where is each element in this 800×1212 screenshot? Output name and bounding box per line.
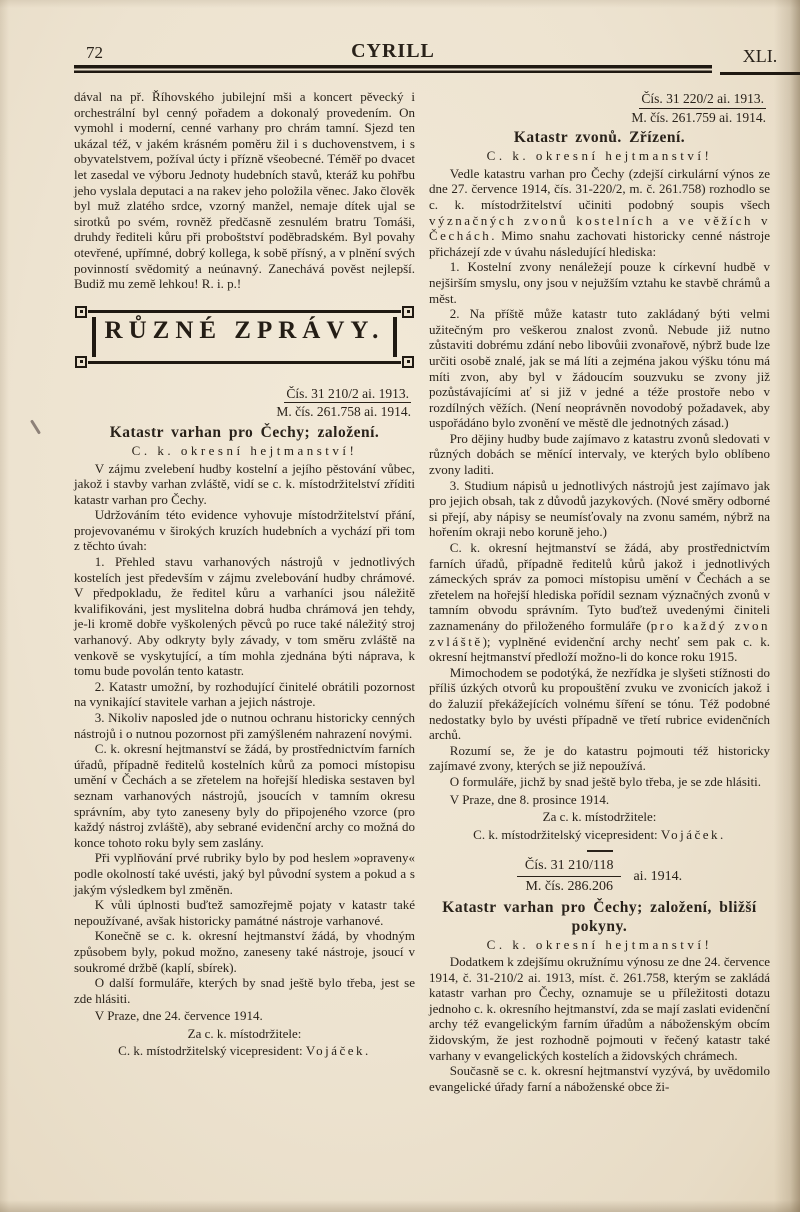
paragraph: Mimochodem se podotýká, že nezřídka je slyšeti stížnosti do příliš úzkých otvorů ku propouštění zvuku ve zvonicích jakož i do žaluzií překážejících volnému šíření se tónu. Též podobné nedostatky bylo by uvésti případně ve třetí rubrice evidenčních archů. [429, 664, 770, 743]
article-title: Katastr varhan pro Čechy; založení, bližší pokyny. [442, 898, 757, 935]
text-run: ); vyplněné evidenční archy nechť sem pak c. k. okresní hejtmanství předloží možno-li do konce roku 1915. [429, 633, 770, 665]
signature-line [429, 827, 770, 843]
signature-intro: Za c. k. místodržitele: [187, 1025, 302, 1041]
page-header [74, 40, 778, 76]
box-rule-bottom [88, 361, 401, 364]
reference-stack [517, 858, 622, 894]
signature-line [74, 1043, 415, 1059]
box-corner-ornament [75, 306, 87, 318]
reference-suffix: ai. 1914. [633, 868, 683, 884]
paragraph: C. k. okresní hejtmanství se žádá, by prostřednictvím farních úřadů, případně ředitelů kostelních kůrů za pomoci místopisu umění v Čechách a se zřetelem na hořejší hlediska sestaven byl seznam varhanových nástrojů, jsoucích v tamním okresu správním, aby tyto zaneseny byly do připojeného vzorce (pro každý nástroj zvláště), aby sebrané evidenční archy co možná do konce tohoto roku byly sem zaslány. [74, 741, 415, 850]
reference-numbers [429, 91, 770, 125]
article-body [429, 954, 770, 1094]
emphasized-text: Vojáček. [660, 826, 726, 842]
reference-fraction [429, 858, 770, 894]
paragraph: Pro dějiny hudby bude zajímavo z katastru zvonů sledovati v různých dobách se měnící intervaly, ve kterých bylo oblíbeno zvony laditi. [429, 430, 770, 478]
paragraph: 3. Nikoliv naposled jde o nutnou ochranu historicky cenných nástrojů i o nutnou pozornost při zamýšleném nahrazení novými. [74, 710, 415, 741]
text-run: . Mimo snahu zachovati historicky cenné nástroje přicházejí zde v úvahu následující hlediska: [429, 228, 770, 259]
text-run: Vedle katastru varhan pro Čechy (zdejší cirkulární výnos ze dne 27. července 1914, čís. 31-220/2, m. č. 261.758) rozhodlo se c. k. místodržitelství učiniti podobný soupis všech [429, 165, 770, 212]
reference-line-2: M. čís. 261.758 ai. 1914. [276, 404, 411, 420]
paragraph: O další formuláře, kterých by snad ještě bylo třeba, jest se zde hlásiti. [74, 975, 415, 1006]
journal-title: CYRILL [351, 40, 435, 62]
paragraph: Současně se c. k. okresní hejtmanství vyzývá, by uvědomilo evangelické úřady farní a náboženské obce ži- [429, 1063, 770, 1094]
separator-dash [587, 850, 613, 852]
page-number: 72 [86, 43, 103, 62]
signature-intro: Za c. k. místodržitele: [542, 809, 657, 825]
paragraph: 2. Na příště může katastr tuto zakládaný býti velmi užitečným pro veškerou znalost zvonů. Nebude již nutno zůstaviti dobrému zdání nebo libovůii zvonařově, nýbrž bude lze určiti osobě znalé, jak se má líti a zejména jakou výšku tónu má míti zvon, aby byl v žádoucím souzvuku se zvony již pozůstávajícími ať si již v jedné a téže prostoře nebo v rozdílných věžích. (Není neoprávněn novodobý požadavek, aby uspořádáno bylo zvonění ve městě dle jednotných zásad.) [429, 306, 770, 431]
article-body [74, 461, 415, 1007]
reference-line-1: Čís. 31 220/2 ai. 1913. [639, 91, 766, 109]
section-title: RŮZNÉ ZPRÁVY. [104, 316, 385, 344]
pencil-mark [30, 419, 41, 434]
box-corner-ornament [75, 356, 87, 368]
article-body [429, 166, 770, 790]
paragraph: Konečně se c. k. okresní hejtmanství žádá, by vhodným způsobem byly, pokud možno, zaneseny také nástroje, jsoucí v soukromé držbě (kaplí, sbírek). [74, 928, 415, 975]
paragraph: 1. Kostelní zvony nenáležejí pouze k církevní hudbě v nejširším smyslu, ony jsou v nejužším vztahu ke stavbě chrámů a měst. [429, 259, 770, 306]
paragraph: O formuláře, jichž by snad ještě bylo třeba, je se zde hlásiti. [449, 773, 761, 789]
paragraph: Dodatkem k zdejšímu okružnímu výnosu ze dne 24. července 1914, č. 31-210/2 ai. 1913, míst. č. 261.758, kterým se zakládá katastr varhan pro Čechy, oznamuje se u příležitosti dotazu jednoho c. k. okresního hejtmanství, zda se mají zaslati evidenční archy též evangelickým farním úřadům a náboženským obcím židovským, že jest rozhodně pojmouti v řečený katastr také varhany v evangelických kostelích a židovských chrámech. [429, 954, 771, 1063]
text-run: C. k. místodržitelský vicepresident: [118, 1043, 306, 1059]
emphasized-text: význačných zvonů kostelních a ve věžích v Čechách [429, 212, 770, 244]
obituary-paragraph: dával na př. Říhovského jubilejní mši a koncert pěvecký i orchestrální byl cenný pořadem a dokonalý provedením. On vymohl i moderní, cenné varhany pro chrám tamní. Sjezd ten ukázal též, v jakém krásném poměru žil i s duchovenstvem, i s obyvatelstvem, požíval úcty i přízně všeobecné. Téměř po dvacet let zasedal ve výboru Jednoty hudebních stavů, kteráž ku pohřbu jeho vyslala deputaci a na rakev jeho položila věnec. Jako člověk byl muž zlatého srdce, vzorný manžel, nemaje dítek ujal se sirotků po svém, rovněž předčasně zesnulém bratru Tomáši, druhdy řediteli kůru při proboštství poděbradském. Byl povahy otevřené, upřímné, dobrý kollega, k sobě přísný, a v plnění svých povinností svědomitý a neúnavný. Zanechává pověst nejlepší. Budiž mu země lehkou! R. i. p.! [74, 89, 415, 292]
header-main [74, 40, 712, 76]
header-rule [74, 65, 712, 73]
emphasized-text: Vojáček. [305, 1043, 371, 1059]
paragraph: K vůli úplnosti buďtež samozřejmě pojaty v katastr také nepoužívané, avšak historicky památné nástroje varhanové. [74, 897, 415, 928]
two-column-layout [74, 89, 770, 1094]
paragraph: Při vyplňování prvé rubriky bylo by pod heslem »opraveny« podle okolností také uvésti, jaký byl původní system a pokud a s jakým výsledkem byl změněn. [74, 850, 415, 897]
page-content [74, 40, 778, 1094]
reference-numerator: Čís. 31 210/118 [517, 858, 622, 877]
volume-number: XLI. [720, 46, 800, 75]
paragraph: 2. Katastr umožní, by rozhodující činitelé obrátili pozornost na vynikající stavitele varhan a jejich nástroje. [74, 678, 415, 710]
emphasized-text: pro každý zvon zvláště [429, 618, 770, 649]
article-subtitle: C. k. okresní hejtmanství! [486, 936, 713, 952]
paragraph: 1. Přehled stavu varhanových nástrojů v jednotlivých kostelích jest především v zájmu zvelebování hudby chrámové. V předpokladu, že ředitel kůru a varhaníci jsou náležitě kvalifikováni, jest myslitelna dobrá hudba chrámová jen tehdy, je-li kromě dobře vyškolených pěvců po ruce také náležitý stroj varhanový. Aby odkryty byly závady, v tom směru zvláště na venkově se vyskytující, a tím mohla zjednána býti náprava, k tomu bude povolán tento katastr. [74, 554, 415, 679]
date-line: V Praze, dne 24. července 1914. [94, 1008, 263, 1024]
box-corner-ornament [402, 356, 414, 368]
paragraph [429, 166, 770, 260]
box-corner-ornament [402, 306, 414, 318]
article-subtitle: C. k. okresní hejtmanství! [486, 148, 713, 164]
reference-line-2: M. čís. 261.759 ai. 1914. [631, 109, 766, 125]
paragraph: Udržováním této evidence vyhovuje místodržitelství přání, projevovanému v širokých kruzích hudebních a vychází při tom z těchto úvah: [74, 507, 415, 554]
article-title: Katastr varhan pro Čechy; založení. [109, 423, 380, 441]
date-line: V Praze, dne 8. prosince 1914. [449, 791, 610, 807]
paragraph: Rozumí se, že je do katastru pojmouti též historicky zajímavé zvony, kterých se již nepoužívá. [429, 742, 770, 774]
paragraph: V zájmu zvelebení hudby kostelní a jejího pěstování vůbec, jakož i stavby varhan zvláště, vidí se c. k. místodržitelství zříditi katastr varhan pro Čechy. [74, 460, 415, 507]
section-box [75, 306, 414, 368]
reference-denominator: M. čís. 286.206 [525, 878, 613, 894]
left-column [74, 89, 415, 1094]
article-title: Katastr zvonů. Zřízení. [513, 129, 686, 147]
article-subtitle: C. k. okresní hejtmanství! [131, 442, 358, 458]
box-rule-top [88, 310, 401, 313]
right-column [429, 89, 770, 1094]
text-run: C. k. okresní hejtmanství se žádá, aby prostřednictvím farních úřadů, případně ředitelů kůrů jakož i jednotlivých zámeckých správ za pomoci místopisu umění v Čechách a se zřetelem na hořejší hlediska pořídil seznam význačných zvonů v tamním obvodu správním. Tyto buďtež uvedenými činiteli zaznamenány do přiloženého formuláře ( [429, 540, 770, 633]
reference-numbers [74, 386, 415, 420]
paragraph: 3. Studium nápisů u jednotlivých nástrojů jest zajímavo jak pro jejich obsah, tak z důvodů jazykových. (Nové směry odborné si přejí, aby nápisy se neumísťovaly na zvonu samém, nýbrž na hořením okraji nebo koruně jeho.) [429, 477, 770, 540]
paragraph [429, 540, 770, 665]
text-run: C. k. místodržitelský vicepresident: [473, 826, 661, 842]
reference-line-1: Čís. 31 210/2 ai. 1913. [284, 386, 411, 404]
